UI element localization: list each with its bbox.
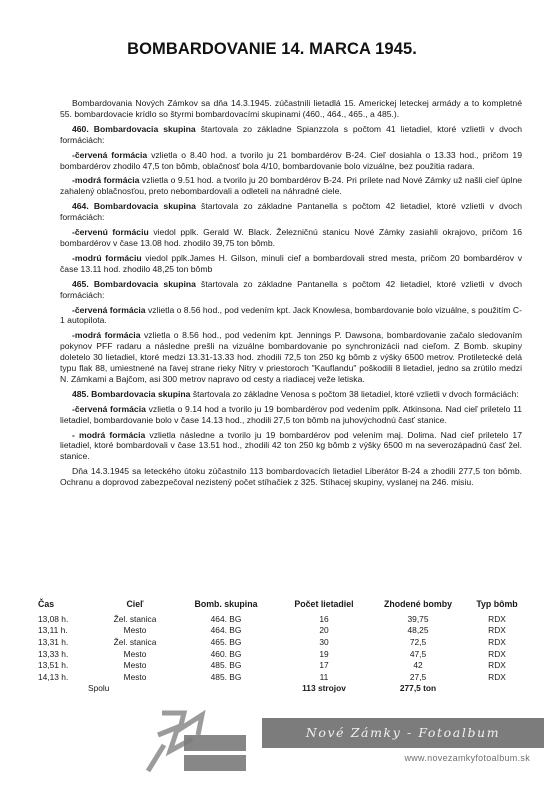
total-bombs: 277,5 ton <box>399 683 437 694</box>
column-header-group: Bomb. skupina <box>194 599 258 609</box>
cell-time: 13,11 h. <box>38 625 68 636</box>
watermark-title: Nové Zámky - Fotoalbum <box>305 725 501 740</box>
cell-bombs: 27,5 <box>409 671 427 682</box>
cell-bombs: 48,25 <box>407 625 429 636</box>
column-header-target: Cieľ <box>126 599 144 609</box>
cell-target: Žel. stanica <box>113 613 157 624</box>
cell-target: Mesto <box>123 625 147 636</box>
cell-target: Mesto <box>123 648 147 659</box>
paragraph-465-group: 465. Bombardovacia skupina štartovala zo základne Pantanella s počtom 42 lietadiel, ktoré vzlietli v dvoch formáciách: <box>60 278 522 300</box>
cell-target: Mesto <box>123 671 147 682</box>
paragraph-465-red: -červená formácia vzlietla o 8.56 hod., pod vedením kpt. Jack Knowlesa, bombardovanie bolo vizuálne, s použitím C-1 autopilota. <box>60 304 522 326</box>
table-total-row <box>38 683 528 695</box>
cell-bombs: 42 <box>413 660 423 671</box>
cell-group: 485. BG <box>210 660 242 671</box>
total-planes: 113 strojov <box>302 683 346 694</box>
intro-paragraph: Bombardovania Nových Zámkov sa dňa 14.3.1945. zúčastnili lietadlá 15. Americkej leteckej armády a to kompletné 55. bombardovacie krídlo so štyrmi bombardovacími skupinami (460., 464., 465., a 485.). <box>60 98 522 119</box>
paragraph-465-blue: -modrá formácia vzlietla o 8.56 hod., pod vedením kpt. Jennings P. Dawsona, bombardovanie začalo sledovaním pokynov PFF radaru a následne prešli na vizuálne bombardovanie po synchronizácii nad cieľom. Z Bomb. skupiny doletelo 30 lietadiel, ktoré medzi 13.31-13.33 hod. zhodili 72,5 ton 250 kg bômb z výšky 6500 metrov. Protiletecké delá typu flak 88, umiestnené na ľavej strane rieky Nitry v priestoroch "Kauflandu" poškodili 8 lietadiel, jedno sa zrútilo medzi N. Zámkami a Bajčom, asi 300 metrov napravo od cesty a riadiacej veže letiska. <box>60 330 523 384</box>
paragraph-485-blue: - modrá formácia vzlietla následne a tvorilo ju 19 bombardérov pod velením maj. Dolima. Nad cieľ priletelo 17 lietadiel, ktoré bombardovali v čase 13.51 hod., zhodili 42 ton 250 kg bômb z výšky 6500 m na severozápadnú časť žel. stanice. <box>60 429 522 462</box>
table-row <box>38 671 528 683</box>
table-row <box>38 613 528 625</box>
cell-time: 13,33 h. <box>38 648 69 659</box>
watermark-url: www.novezamkyfotoalbum.sk <box>404 753 530 763</box>
column-header-planes: Počet lietadiel <box>294 599 354 609</box>
cell-bombs: 39,75 <box>407 613 429 624</box>
cell-bomb-type: RDX <box>488 613 506 624</box>
cell-bombs: 47,5 <box>409 648 427 659</box>
cell-bomb-type: RDX <box>488 660 506 671</box>
cell-time: 13,31 h. <box>38 636 69 647</box>
table-row <box>38 625 528 637</box>
cell-group: 460. BG <box>210 648 242 659</box>
cell-bomb-type: RDX <box>488 671 506 682</box>
paragraph-464-group: 464. Bombardovacia skupina štartovala zo základne Pantanella s počtom 42 lietadiel, ktoré vzlietli v dvoch formáciách: <box>60 201 522 223</box>
cell-time: 14,13 h. <box>38 671 69 682</box>
total-label: Spolu <box>88 683 110 694</box>
paragraph-460-group: 460. Bombardovacia skupina štartovala zo základne Spianzzola s počtom 41 lietadiel, ktoré vzlietli v dvoch formáciách: <box>60 123 522 145</box>
cell-group: 465. BG <box>210 636 242 647</box>
document-body <box>60 98 522 492</box>
cell-target: Mesto <box>123 660 147 671</box>
paragraph-485-group: 485. Bombardovacia skupina štartovala zo základne Venosa s počtom 38 lietadiel, ktoré vzlietli v dvoch formáciách: <box>72 388 519 399</box>
cell-group: 485. BG <box>210 671 242 682</box>
paragraph-485-red: -červená formácia vzlietla o 9.14 hod a tvorilo ju 19 bombardérov pod vedením pplk. Atkinsona. Nad cieľ priletelo 11 lietadiel, bombardovanie bolo v čase 14.13 hod., zhodili 27,5 ton bômb na juhovýchodnú časť stanice. <box>60 403 522 425</box>
document-title: BOMBARDOVANIE 14. MARCA 1945. <box>127 40 417 58</box>
cell-planes: 20 <box>319 625 329 636</box>
cell-group: 464. BG <box>210 613 242 624</box>
cell-bomb-type: RDX <box>488 636 506 647</box>
cell-planes: 17 <box>319 660 329 671</box>
fotoalbum-logo <box>140 705 250 777</box>
cell-bombs: 72,5 <box>409 636 427 647</box>
cell-time: 13,08 h. <box>38 613 69 624</box>
summary-paragraph: Dňa 14.3.1945 sa leteckého útoku zúčastnilo 113 bombardovacích lietadiel Liberátor B-24 a zhodili 277,5 ton bômb. Ochranu a doprovod zabezpečoval nezistený počet stíhačiek z 325. Stíhacej skupiny, vyslanej na 246. misiu. <box>60 466 522 488</box>
bombing-summary-table <box>38 599 528 694</box>
cell-bomb-type: RDX <box>488 625 506 636</box>
paragraph-464-red: -červenú formáciu viedol pplk. Gerald W. Black. Železničnú stanicu Nové Zámky zasiahli okrajovo, pričom 16 bombardérov v čase 13.08 hod. zhodilo 39,75 ton bômb. <box>60 227 522 248</box>
cell-planes: 16 <box>319 613 329 624</box>
paragraph-460-red: -červená formácia vzlietla o 8.40 hod. a tvorilo ju 21 bombardérov B-24. Cieľ dosiahla o 13.33 hod., pričom 19 bombardérov zhodilo 47,5 ton bômb, oblačnosť bola 4/10, bombardovanie bolo vizuálne, bez použitia radara. <box>60 149 522 171</box>
column-header-bombs: Zhodené bomby <box>384 599 452 609</box>
table-header-row <box>38 599 528 613</box>
cell-group: 464. BG <box>210 625 242 636</box>
table-row <box>38 636 528 648</box>
cell-bomb-type: RDX <box>488 648 506 659</box>
column-header-time: Čas <box>38 599 55 609</box>
table-row <box>38 648 528 660</box>
cell-planes: 11 <box>319 671 329 682</box>
cell-time: 13,51 h. <box>38 660 69 671</box>
cell-planes: 19 <box>319 648 329 659</box>
paragraph-460-blue: -modrá formácia vzlietla o 9.51 hod. a tvorilo ju 20 bombardérov B-24. Pri prílete nad Nové Zámky už našli cieľ úplne zahalený oblačnosťou, preto nebombardovali a odleteli na náhradné ciele. <box>60 175 523 197</box>
cell-target: Žel. stanica <box>113 636 157 647</box>
paragraph-464-blue: -modrú formáciu viedol pplk.James H. Gilson, minuli cieľ a bombardovali stred mesta, pričom 20 bombardérov v čase 13.11 hod. zhodilo 48,25 ton bômb <box>60 252 523 274</box>
table-row <box>38 659 528 671</box>
column-header-bomb-type: Typ bômb <box>476 599 518 609</box>
cell-planes: 30 <box>319 636 329 647</box>
